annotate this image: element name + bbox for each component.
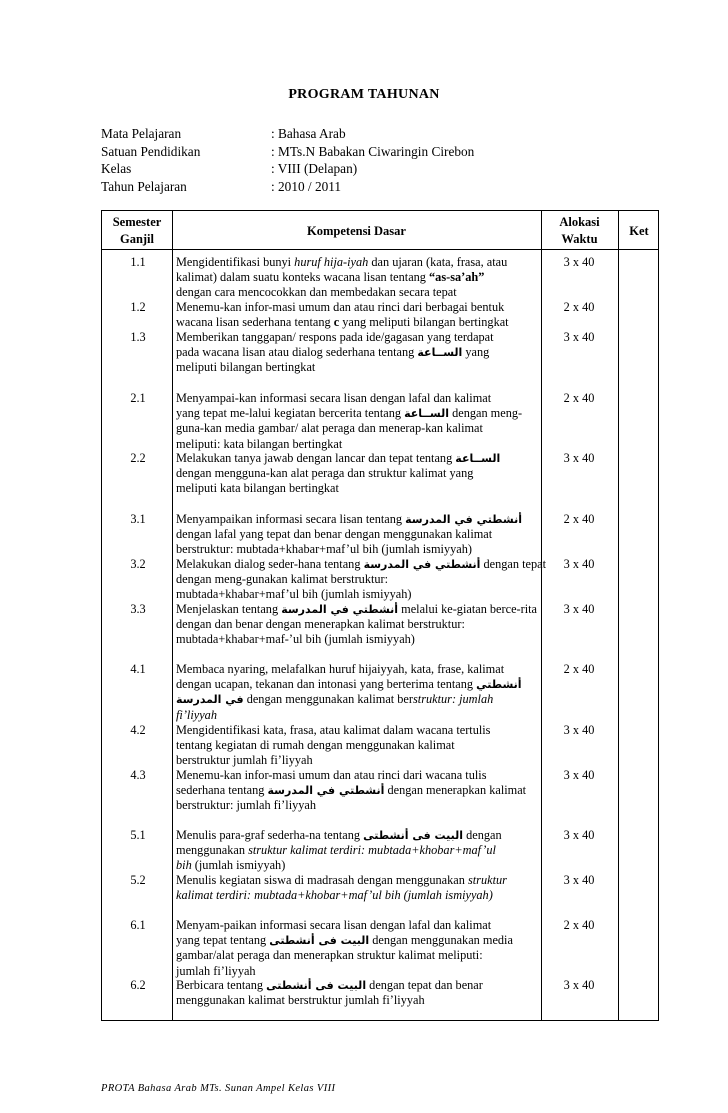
kd-line xyxy=(176,572,538,587)
kd-line xyxy=(176,466,538,481)
alokasi-waktu: 3 x 40 xyxy=(563,723,595,737)
kd-text: Melakukan tanya jawab dengan lancar dan tepat tentang xyxy=(176,451,456,465)
alokasi-waktu: 3 x 40 xyxy=(563,873,595,887)
alokasi-waktu: 3 x 40 xyxy=(563,255,595,269)
kd-text: mubtada+khabar+maf’ul bih (jumlah ismiyyah) xyxy=(176,587,412,602)
kd-text: sederhana tentang xyxy=(176,783,268,798)
row-number: 3.2 xyxy=(130,557,146,571)
kd-line xyxy=(176,270,538,285)
kompetensi-dasar-cell xyxy=(176,451,538,497)
kd-line xyxy=(176,617,538,632)
kompetensi-dasar-cell xyxy=(176,557,546,603)
kd-text: Menemu-kan infor-masi umum dan atau rinci dari wacana tulis xyxy=(176,768,487,782)
kd-line xyxy=(176,964,538,979)
alokasi-waktu: 2 x 40 xyxy=(563,391,595,405)
kd-line xyxy=(176,753,538,768)
kd-line xyxy=(176,677,538,692)
row-number: 1.3 xyxy=(130,330,146,344)
kd-text: c xyxy=(333,315,340,330)
arabic-text: أنشطتي xyxy=(476,678,522,692)
arabic-text: في المدرسة xyxy=(176,693,244,707)
kd-text: dengan menerapkan kalimat xyxy=(384,783,527,798)
kompetensi-dasar-cell xyxy=(176,512,538,558)
row-number: 3.1 xyxy=(130,512,146,526)
kd-text: dengan menggunakan media xyxy=(369,933,513,948)
kd-line xyxy=(176,948,538,963)
kd-text: meliputi bilangan bertingkat xyxy=(176,360,316,375)
row-number: 5.2 xyxy=(130,873,146,887)
kd-line xyxy=(176,360,538,375)
kd-text: kalimat terdiri: mubtada+khobar+maf’ul bih (jumlah ismiyyah) xyxy=(176,888,493,903)
arabic-text: البيت فى أنشطتى xyxy=(269,934,370,948)
kd-text: fi’liyyah xyxy=(176,707,217,722)
row-number: 4.2 xyxy=(130,723,146,737)
kd-text: Melakukan dialog seder-hana tentang xyxy=(176,557,364,571)
meta-row xyxy=(101,125,474,143)
alokasi-waktu: 3 x 40 xyxy=(563,557,595,571)
kd-line xyxy=(176,557,546,572)
kd-text: struktur kalimat terdiri: mubtada+khobar+maf’ul xyxy=(248,843,496,858)
arabic-text: الســاعة xyxy=(417,346,463,360)
header-divider xyxy=(102,249,658,250)
kd-line xyxy=(176,527,538,542)
row-number: 6.1 xyxy=(130,918,146,932)
kd-text: dengan mengguna-kan alat peraga dan struktur kalimat yang xyxy=(176,466,474,481)
kd-text: tentang kegiatan di rumah dengan menggunakan kalimat xyxy=(176,738,455,753)
kd-text: yang xyxy=(462,345,490,360)
kompetensi-dasar-cell xyxy=(176,330,538,376)
arabic-text: أنشطتي في المدرسة xyxy=(267,784,385,798)
kd-line xyxy=(176,391,538,406)
header-semester: Semester Ganjil xyxy=(112,215,162,246)
arabic-text: أنشطتي في المدرسة xyxy=(363,558,481,571)
row-number: 1.1 xyxy=(130,255,146,269)
kd-text: Menjelaskan tentang xyxy=(176,602,282,616)
alokasi-waktu: 3 x 40 xyxy=(563,602,595,616)
kd-text: menggunakan kalimat berstruktur jumlah fi’liyyah xyxy=(176,993,425,1008)
meta-value: : VIII (Delapan) xyxy=(271,161,358,176)
header-ket: Ket xyxy=(629,224,649,238)
kd-text: dengan xyxy=(463,828,502,842)
row-number: 2.2 xyxy=(130,451,146,465)
meta-row xyxy=(101,143,474,161)
kd-line xyxy=(176,602,538,617)
alokasi-waktu: 3 x 40 xyxy=(563,451,595,465)
kompetensi-dasar-cell xyxy=(176,768,538,814)
kd-text: meliputi: kata bilangan bertingkat xyxy=(176,436,343,451)
kd-line xyxy=(176,708,538,723)
alokasi-waktu: 2 x 40 xyxy=(563,918,595,932)
arabic-text: أنشطتي في المدرسة xyxy=(405,513,522,526)
kd-line xyxy=(176,451,538,466)
kd-text: Membaca nyaring, melafalkan huruf hijaiyyah, kata, frase, kalimat xyxy=(176,662,505,676)
alokasi-waktu: 3 x 40 xyxy=(563,330,595,344)
kd-line xyxy=(176,918,538,933)
program-table xyxy=(101,210,659,1021)
row-number: 3.3 xyxy=(130,602,146,616)
kd-text: Berbicara tentang xyxy=(176,978,267,992)
meta-value: : MTs.N Babakan Ciwaringin Cirebon xyxy=(271,143,475,159)
kd-text: (jumlah ismiyyah) xyxy=(191,858,286,873)
alokasi-waktu: 3 x 40 xyxy=(563,828,595,842)
kd-line xyxy=(176,738,538,753)
kd-line xyxy=(176,330,538,345)
meta-row xyxy=(101,178,474,196)
kd-line xyxy=(176,406,538,421)
kd-text: kalimat) dalam suatu konteks wacana lisan tentang xyxy=(176,270,430,285)
kd-text: dengan lafal yang tepat dan benar dengan menggunakan kalimat xyxy=(176,527,493,542)
row-number: 4.1 xyxy=(130,662,146,676)
row-number: 5.1 xyxy=(130,828,146,842)
meta-label: Tahun Pelajaran xyxy=(101,178,187,194)
kd-line xyxy=(176,843,538,858)
row-number: 2.1 xyxy=(130,391,146,405)
kd-text: struktur: jumlah xyxy=(413,692,494,707)
kd-text: meliputi kata bilangan bertingkat xyxy=(176,481,339,496)
arabic-text: الســاعة xyxy=(404,407,450,421)
kd-text: bih xyxy=(176,858,192,873)
kompetensi-dasar-cell xyxy=(176,828,538,874)
kd-text: Menulis kegiatan siswa di madrasah dengan menggunakan xyxy=(176,873,468,887)
kd-text: dengan cara mencocokkan dan membedakan secara tepat xyxy=(176,285,457,300)
kd-line xyxy=(176,512,538,527)
row-number: 1.2 xyxy=(130,300,146,314)
kompetensi-dasar-cell xyxy=(176,978,538,1008)
kd-text: berstruktur: jumlah fi’liyyah xyxy=(176,798,317,813)
kd-text: Memberikan tanggapan/ respons pada ide/gagasan yang terdapat xyxy=(176,330,494,344)
kompetensi-dasar-cell xyxy=(176,918,538,979)
row-number: 6.2 xyxy=(130,978,146,992)
kompetensi-dasar-cell xyxy=(176,391,538,452)
kd-line xyxy=(176,255,538,270)
kd-line xyxy=(176,692,538,707)
kd-text: dengan menggunakan kalimat ber xyxy=(243,692,413,707)
kd-text: “as-sa’ah” xyxy=(429,270,485,285)
meta-label: Mata Pelajaran xyxy=(101,126,182,141)
kd-text: wacana lisan sederhana tentang xyxy=(176,315,334,330)
meta-label: Kelas xyxy=(101,161,132,176)
header-alokasi-waktu: Alokasi Waktu xyxy=(559,215,600,246)
meta-value: : Bahasa Arab xyxy=(271,126,346,141)
kd-text: Menemu-kan infor-masi umum dan atau rinci dari berbagai bentuk xyxy=(176,300,505,314)
kd-text: berstruktur: mubtada+khabar+maf’ul bih (jumlah ismiyyah) xyxy=(176,542,472,557)
kd-text: Menyampaikan informasi secara lisan tentang xyxy=(176,512,406,526)
kd-text: guna-kan media gambar/ alat peraga dan menerap-kan kalimat xyxy=(176,421,483,436)
kompetensi-dasar-cell xyxy=(176,723,538,769)
alokasi-waktu: 2 x 40 xyxy=(563,512,595,526)
kompetensi-dasar-cell xyxy=(176,873,538,903)
kd-line xyxy=(176,345,538,360)
kd-line xyxy=(176,798,538,813)
kd-text: Menyampai-kan informasi secara lisan dengan lafal dan kalimat xyxy=(176,391,492,405)
kd-line xyxy=(176,873,538,888)
kd-text: dengan tepat dan benar xyxy=(366,978,483,992)
kd-line xyxy=(176,993,538,1008)
kompetensi-dasar-cell xyxy=(176,255,538,301)
kd-text: huruf hija-iyah xyxy=(294,255,369,269)
kd-text: Menyam-paikan informasi secara lisan dengan lafal dan kalimat xyxy=(176,918,492,932)
page-title: PROGRAM TAHUNAN xyxy=(288,87,440,102)
kd-text: yang tepat me-lalui kegiatan bercerita tentang xyxy=(176,406,405,421)
kd-line xyxy=(176,978,538,993)
kompetensi-dasar-cell xyxy=(176,300,538,330)
kd-text: dengan meng- xyxy=(449,406,523,421)
arabic-text: البيت فى أنشطتى xyxy=(363,829,464,842)
kd-text: berstruktur jumlah fi’liyyah xyxy=(176,753,313,768)
meta-value: : 2010 / 2011 xyxy=(271,178,342,194)
kompetensi-dasar-cell xyxy=(176,602,538,648)
page-footer: PROTA Bahasa Arab MTs. Sunan Ampel Kelas VIII xyxy=(101,1083,336,1094)
kd-line xyxy=(176,662,538,677)
meta-label: Satuan Pendidikan xyxy=(101,143,201,159)
kd-text: menggunakan xyxy=(176,843,249,858)
kd-line xyxy=(176,632,538,647)
kd-line xyxy=(176,315,538,330)
alokasi-waktu: 3 x 40 xyxy=(563,768,595,782)
kd-text: dengan meng-gunakan kalimat berstruktur: xyxy=(176,572,389,587)
arabic-text: الســاعة xyxy=(455,452,501,465)
arabic-text: أنشطتي في المدرسة xyxy=(281,603,399,616)
kd-line xyxy=(176,285,538,300)
kompetensi-dasar-cell xyxy=(176,662,538,723)
header-kompetensi-dasar: Kompetensi Dasar xyxy=(307,224,406,238)
kd-text: jumlah fi’liyyah xyxy=(176,963,256,978)
kd-line xyxy=(176,300,538,315)
alokasi-waktu: 3 x 40 xyxy=(563,978,595,992)
alokasi-waktu: 2 x 40 xyxy=(563,662,595,676)
document-meta xyxy=(101,125,474,195)
kd-text: gambar/alat peraga dan menerapkan struktur kalimat meliputi: xyxy=(176,948,483,963)
kd-text: dengan ucapan, tekanan dan intonasi yang berterima tentang xyxy=(176,677,477,692)
arabic-text: البيت فى أنشطتى xyxy=(266,979,367,992)
kd-line xyxy=(176,888,538,903)
kd-line xyxy=(176,783,538,798)
kd-line xyxy=(176,421,538,436)
kd-text: struktur xyxy=(467,873,507,887)
kd-text: pada wacana lisan atau dialog sederhana tentang xyxy=(176,345,418,360)
kd-text: mubtada+khabar+maf-’ul bih (jumlah ismiyyah) xyxy=(176,632,415,647)
kd-line xyxy=(176,723,538,738)
row-number: 4.3 xyxy=(130,768,146,782)
kd-text: Mengidentifikasi bunyi xyxy=(176,255,295,269)
kd-line xyxy=(176,481,538,496)
kd-line xyxy=(176,587,538,602)
kd-text: dengan dan benar dengan menerapkan kalimat berstruktur: xyxy=(176,617,465,632)
kd-line xyxy=(176,828,538,843)
kd-text: Menulis para-graf sederha-na tentang xyxy=(176,828,364,842)
meta-row xyxy=(101,160,474,178)
kd-text: yang meliputi bilangan bertingkat xyxy=(339,315,509,330)
kd-line xyxy=(176,858,538,873)
kd-line xyxy=(176,437,538,452)
kd-text: dan ujaran (kata, frasa, atau xyxy=(368,255,508,269)
kd-text: yang tepat tentang xyxy=(176,933,270,948)
kd-line xyxy=(176,768,538,783)
kd-text: dengan tepat xyxy=(480,557,546,571)
kd-text: Mengidentifikasi kata, frasa, atau kalimat dalam wacana tertulis xyxy=(176,723,491,737)
alokasi-waktu: 2 x 40 xyxy=(563,300,595,314)
kd-line xyxy=(176,542,538,557)
kd-line xyxy=(176,933,538,948)
kd-text: melalui ke-giatan berce-rita xyxy=(398,602,538,616)
